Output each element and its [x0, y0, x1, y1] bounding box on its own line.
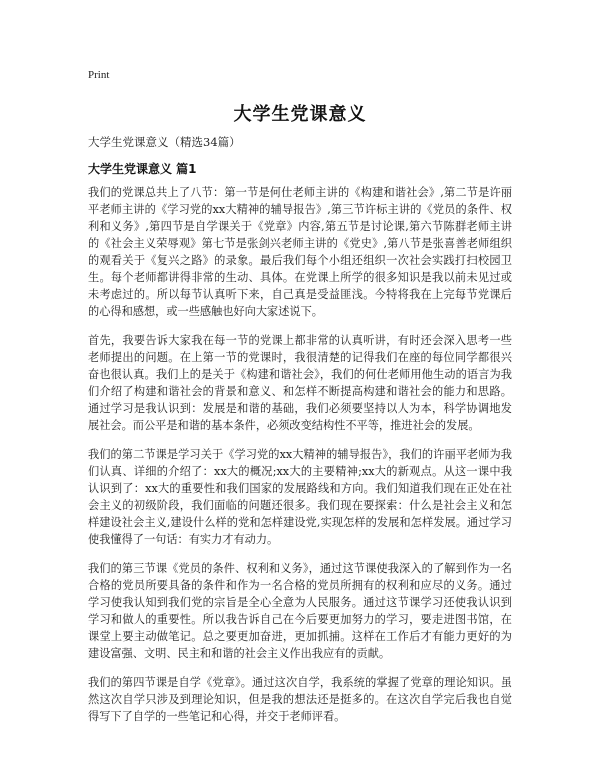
paragraph: 我们的第二节课是学习关于《学习党的xx大精神的辅导报告》，我们的许丽平老师为我们认真、详细的介绍了：xx大的概况;xx大的主要精神;xx大的新观点。从这一课中我认识到了：xx大的重要性和我们国家的发展路线和方向。我们知道我们现在正处在社会主义的初级阶段，我们面临的问题还很多。我们现在要探索：什么是社会主义和怎样建设社会主义,建设什么样的党和怎样建设党,实现怎样的发展和怎样发展。通过学习使我懂得了一句话：有实力才有动力。	[88, 448, 512, 546]
section-heading: 大学生党课意义 篇1	[88, 162, 197, 176]
print-link[interactable]: Print	[88, 69, 110, 81]
article-body	[88, 184, 512, 737]
paragraph: 我们的党课总共上了八节：第一节是何仕老师主讲的《构建和谐社会》,第二节是许丽平老师主讲的《学习党的xx大精神的辅导报告》,第三节许标主讲的《党员的条件、权利和义务》,第四节是自学课关于《党章》内容,第五节是讨论课,第六节陈群老师主讲的《社会主义荣辱观》第七节是张剑兴老师主讲的《党史》,第八节是张喜善老师组织的观看关于《复兴之路》的录象。最后我们每个小组还组织一次社会实践打扫校园卫生。每个老师都讲得非常的生动、具体。在党课上所学的很多知识是我以前未见过或未考虑过的。所以每节认真听下来，自己真是受益匪浅。今特将我在上完每节党课后的心得和感想，或一些感触也好向大家述说下。	[88, 186, 512, 318]
paragraph: 首先，我要告诉大家我在每一节的党课上都非常的认真听讲，有时还会深入思考一些老师提出的问题。在上第一节的党课时，我很清楚的记得我们在座的每位同学都很兴奋也很认真。我们上的是关于《构建和谐社会》，我们的何仕老师用他生动的语言为我们介绍了构建和谐社会的背景和意义、和怎样不断提高构建和谐社会的能力和思路。通过学习是我认识到：发展是和谐的基础，我们必须要坚持以人为本，科学协调地发展社会。而公平是和谐的基本条件，必须改变结构性不平等，推进社会的发展。	[88, 334, 512, 432]
document-subtitle: 大学生党课意义（精选34篇）	[88, 135, 241, 149]
paragraph: 我们的第四节课是自学《党章》。通过这次自学，我系统的掌握了党章的理论知识。虽然这次自学只涉及到理论知识，但是我的想法还是挺多的。在这次自学完后我也自觉得写下了自学的一些笔记和心得，并交于老师评看。	[88, 676, 512, 723]
page-title: 大学生党课意义	[233, 104, 367, 125]
paragraph: 我们的第三节课《党员的条件、权利和义务》，通过这节课使我深入的了解到作为一名合格的党员所要具备的条件和作为一名合格的党员所拥有的权利和应尽的义务。通过学习使我认知到我们党的宗旨是全心全意为人民服务。通过这节课学习还使我认识到学习和做人的重要性。所以我告诉自己在今后要更加努力的学习，要走进图书馆，在课堂上要主动做笔记。总之要更加奋进，更加抓捕。这样在工作后才有能力更好的为建设富强、文明、民主和和谐的社会主义作出我应有的贡献。	[88, 562, 512, 660]
